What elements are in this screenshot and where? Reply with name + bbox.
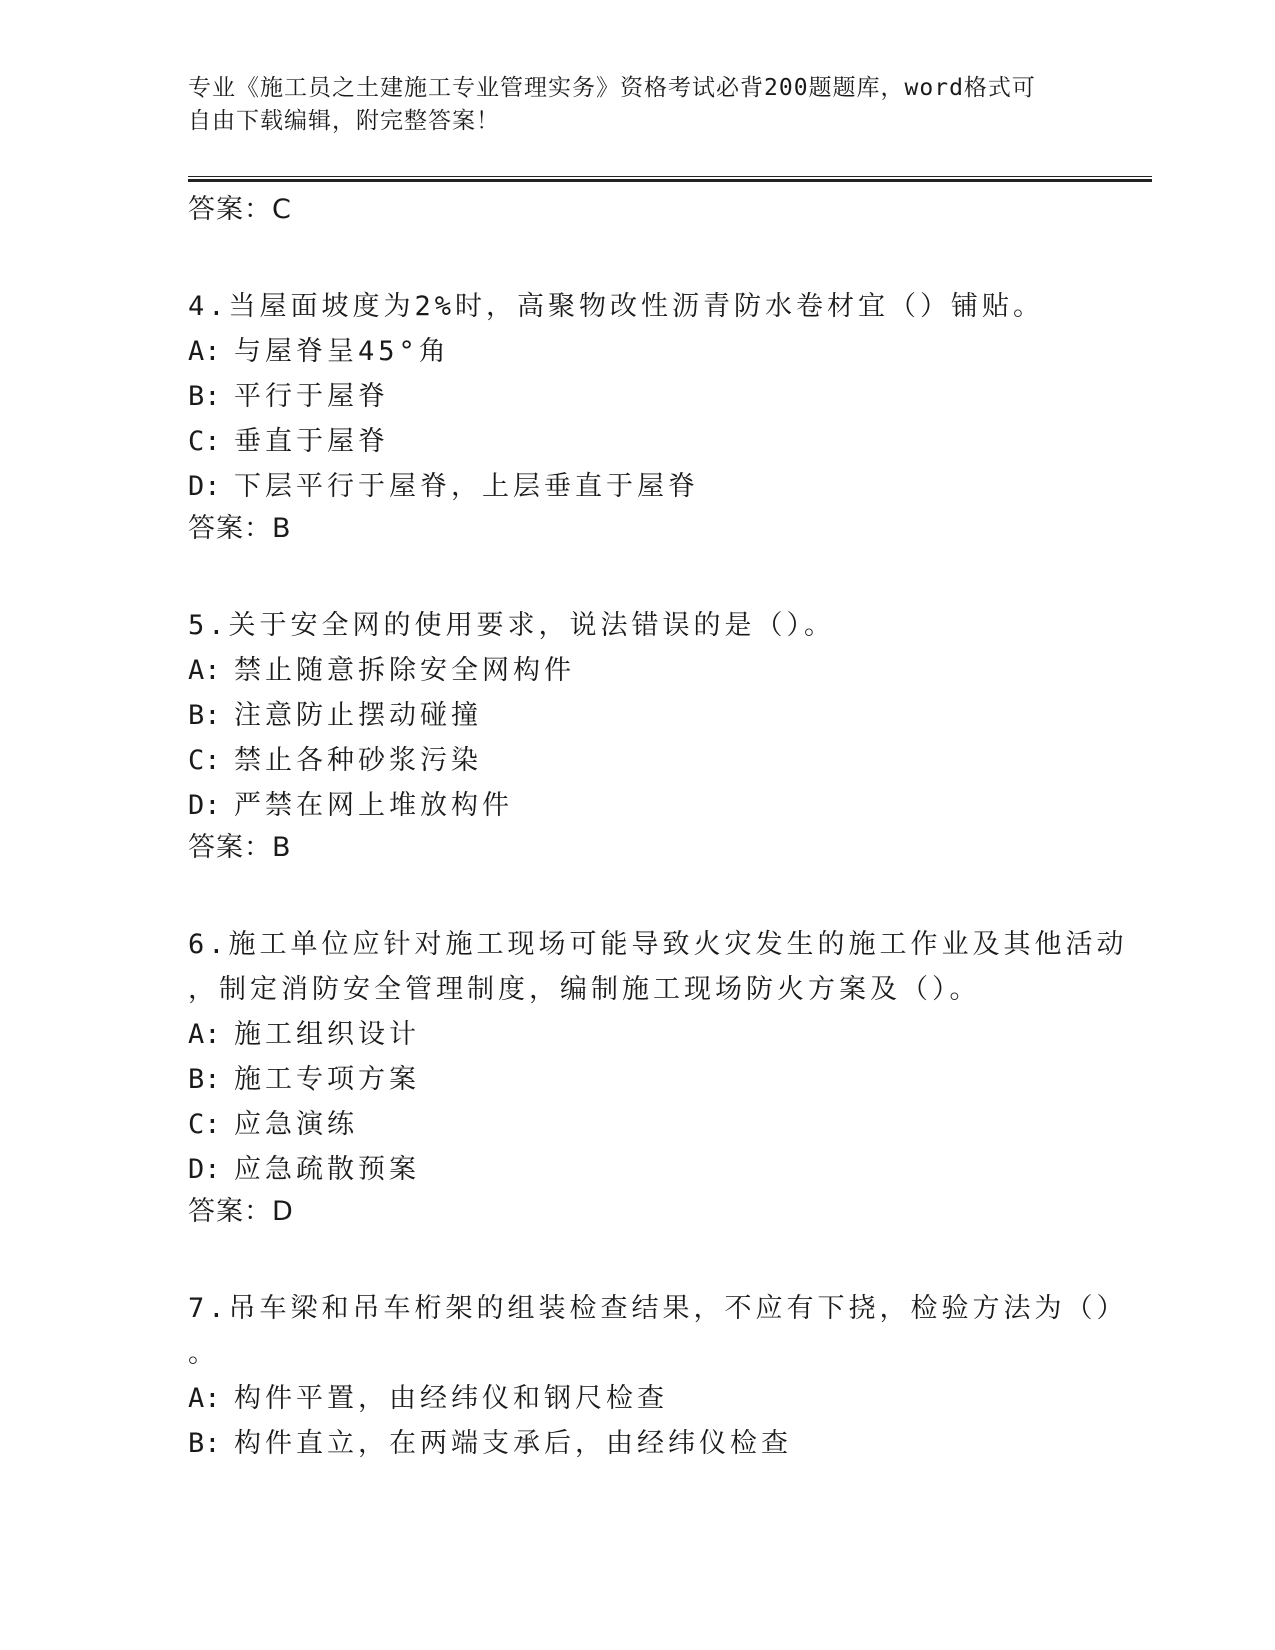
option-d [188, 783, 1088, 828]
question-text: 4.当屋面坡度为2%时，高聚物改性沥青防水卷材宜（）铺贴。 [188, 291, 1045, 322]
option-letter: B: [188, 381, 221, 412]
option-text: 禁止各种砂浆污染 [234, 745, 482, 776]
option-letter: B: [188, 1428, 221, 1459]
option-a [188, 1012, 1088, 1057]
spacer [188, 868, 1088, 922]
option-text: 应急疏散预案 [234, 1154, 420, 1185]
question-item [188, 1286, 1128, 1466]
option-letter: A: [188, 1383, 221, 1414]
option-d [188, 1147, 1088, 1192]
option-text: 施工专项方案 [234, 1064, 420, 1095]
option-c [188, 1102, 1088, 1147]
document-header [188, 72, 1068, 138]
question-item [188, 603, 1088, 868]
option-text: 禁止随意拆除安全网构件 [234, 655, 575, 686]
option-text: 注意防止摆动碰撞 [234, 700, 482, 731]
option-b [188, 1421, 1088, 1466]
answer-line: 答案：B [188, 513, 292, 544]
option-letter: C: [188, 745, 221, 776]
option-a [188, 329, 1088, 374]
option-b [188, 1057, 1088, 1102]
header-rule-thin [188, 176, 1152, 177]
option-text: 下层平行于屋脊，上层垂直于屋脊 [234, 471, 699, 502]
option-text: 垂直于屋脊 [234, 426, 389, 457]
spacer [188, 230, 1088, 284]
option-letter: A: [188, 1019, 221, 1050]
question-text: 6.施工单位应针对施工现场可能导致火灾发生的施工作业及其他活动 [188, 929, 1128, 960]
option-letter: D: [188, 790, 221, 821]
question-item [188, 284, 1088, 549]
header-line-1: 专业《施工员之土建施工专业管理实务》资格考试必背200题题库，word格式可 [188, 75, 1036, 101]
question-text: 7.吊车梁和吊车桁架的组装检查结果，不应有下挠，检验方法为（） [188, 1293, 1128, 1324]
option-text: 施工组织设计 [234, 1019, 420, 1050]
option-text: 平行于屋脊 [234, 381, 389, 412]
option-b [188, 374, 1088, 419]
option-b [188, 693, 1088, 738]
option-d [188, 464, 1088, 509]
option-c [188, 419, 1088, 464]
option-letter: A: [188, 655, 221, 686]
option-text: 构件平置，由经纬仪和钢尺检查 [234, 1383, 668, 1414]
option-letter: B: [188, 1064, 221, 1095]
spacer [188, 1232, 1088, 1286]
question-list [188, 190, 1128, 1466]
option-letter: A: [188, 336, 221, 367]
option-letter: C: [188, 426, 221, 457]
answer-line: 答案：C [188, 194, 292, 225]
header-rule-thick [188, 179, 1152, 182]
question-item [188, 922, 1128, 1232]
option-text: 严禁在网上堆放构件 [234, 790, 513, 821]
option-letter: D: [188, 1154, 221, 1185]
question-text-continued: 。 [188, 1338, 219, 1369]
option-text: 构件直立，在两端支承后，由经纬仪检查 [234, 1428, 792, 1459]
header-line-2: 自由下载编辑，附完整答案！ [188, 108, 500, 134]
question-text-continued: ，制定消防安全管理制度，编制施工现场防火方案及（）。 [188, 974, 981, 1005]
option-letter: C: [188, 1109, 221, 1140]
option-a [188, 1376, 1088, 1421]
spacer [188, 549, 1088, 603]
option-letter: D: [188, 471, 221, 502]
option-text: 与屋脊呈45°角 [234, 336, 450, 367]
answer-line: 答案：D [188, 1196, 294, 1227]
answer-line: 答案：B [188, 832, 292, 863]
question-text: 5.关于安全网的使用要求，说法错误的是（）。 [188, 610, 836, 641]
option-text: 应急演练 [234, 1109, 358, 1140]
option-letter: B: [188, 700, 221, 731]
option-a [188, 648, 1088, 693]
option-c [188, 738, 1088, 783]
